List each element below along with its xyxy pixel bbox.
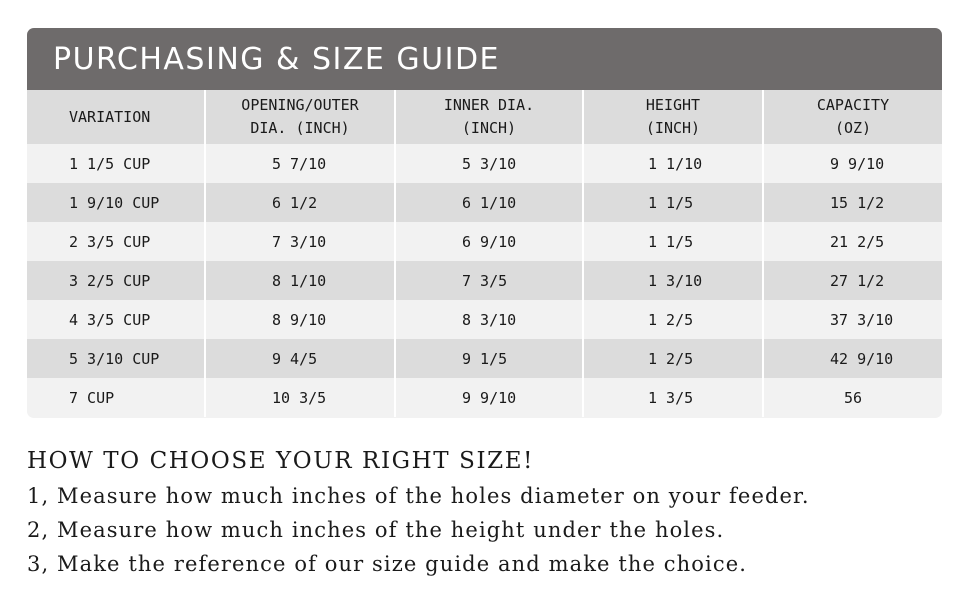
- cell-opening: 8 9/10: [205, 300, 395, 339]
- cell-inner: 5 3/10: [395, 144, 583, 183]
- cell-opening: 7 3/10: [205, 222, 395, 261]
- column-header-inner: INNER DIA. (INCH): [395, 90, 583, 144]
- how-to-choose-section: [27, 445, 957, 581]
- column-header-variation: VARIATION: [69, 107, 151, 126]
- cell-capacity: 42 9/10: [763, 339, 942, 378]
- cell-opening: 6 1/2: [205, 183, 395, 222]
- table-row: [27, 222, 942, 261]
- cell-capacity: 15 1/2: [763, 183, 942, 222]
- cell-opening: 10 3/5: [205, 378, 395, 417]
- cell-inner: 6 9/10: [395, 222, 583, 261]
- table-row: [27, 261, 942, 300]
- cell-height: 1 2/5: [583, 339, 763, 378]
- cell-inner: 8 3/10: [395, 300, 583, 339]
- cell-inner: 7 3/5: [395, 261, 583, 300]
- table-row: [27, 339, 942, 378]
- table-row: [27, 183, 942, 222]
- table-row: [27, 300, 942, 339]
- cell-inner: 9 9/10: [395, 378, 583, 417]
- how-to-step-1: 1, Measure how much inches of the holes diameter on your feeder.: [27, 484, 810, 508]
- cell-height: 1 1/5: [583, 183, 763, 222]
- column-header-opening: OPENING/OUTER DIA. (INCH): [205, 90, 395, 144]
- table-header-row: [27, 90, 942, 144]
- cell-height: 1 3/10: [583, 261, 763, 300]
- cell-capacity: 27 1/2: [763, 261, 942, 300]
- cell-inner: 6 1/10: [395, 183, 583, 222]
- how-to-step-2: 2, Measure how much inches of the height under the holes.: [27, 518, 725, 542]
- cell-capacity: 9 9/10: [763, 144, 942, 183]
- size-guide-table: [27, 90, 942, 417]
- cell-inner: 9 1/5: [395, 339, 583, 378]
- cell-variation: 5 3/10 CUP: [69, 349, 160, 368]
- cell-variation: 7 CUP: [69, 388, 115, 407]
- table-row: [27, 144, 942, 183]
- column-header-capacity: CAPACITY (OZ): [763, 90, 942, 144]
- how-to-title: HOW TO CHOOSE YOUR RIGHT SIZE!: [27, 448, 534, 474]
- cell-height: 1 1/5: [583, 222, 763, 261]
- column-header-height: HEIGHT (INCH): [583, 90, 763, 144]
- size-guide-title: PURCHASING & SIZE GUIDE: [27, 28, 942, 90]
- cell-height: 1 3/5: [583, 378, 763, 417]
- size-guide-panel: [27, 28, 942, 418]
- cell-variation: 1 1/5 CUP: [69, 154, 151, 173]
- cell-opening: 5 7/10: [205, 144, 395, 183]
- cell-capacity: 37 3/10: [763, 300, 942, 339]
- cell-variation: 4 3/5 CUP: [69, 310, 151, 329]
- cell-variation: 2 3/5 CUP: [69, 232, 151, 251]
- cell-height: 1 1/10: [583, 144, 763, 183]
- table-row: [27, 378, 942, 417]
- cell-capacity: 56: [763, 378, 942, 417]
- how-to-step-3: 3, Make the reference of our size guide and make the choice.: [27, 552, 748, 576]
- cell-variation: 1 9/10 CUP: [69, 193, 160, 212]
- cell-capacity: 21 2/5: [763, 222, 942, 261]
- cell-opening: 9 4/5: [205, 339, 395, 378]
- cell-opening: 8 1/10: [205, 261, 395, 300]
- cell-variation: 3 2/5 CUP: [69, 271, 151, 290]
- cell-height: 1 2/5: [583, 300, 763, 339]
